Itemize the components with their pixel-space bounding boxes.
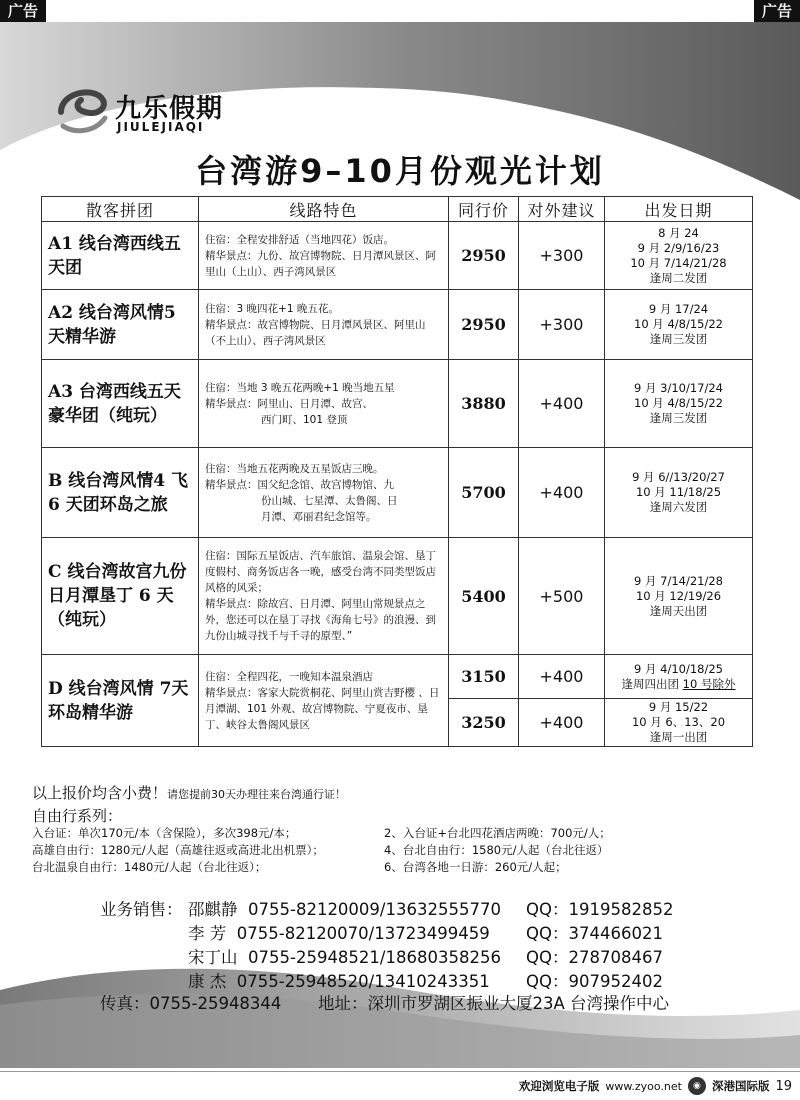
route-features — [199, 360, 449, 448]
route-price: 5400 — [449, 538, 519, 655]
list-item — [32, 842, 772, 859]
feature-line: 住宿：全程四花，一晚知本温泉酒店 — [205, 670, 373, 683]
table-header-row — [42, 197, 753, 222]
date-line: 9 月 17/24 — [648, 302, 709, 316]
route-price: 3880 — [449, 360, 519, 448]
header-suggest: 对外建议 — [519, 197, 605, 222]
feature-line: 精华景点：九份、故宫博物院、日月潭风景区、阿里山（上山）、西子湾风景区 — [205, 249, 436, 278]
contact-phone: 0755-82120009/13632555770 — [248, 900, 501, 919]
contact-name: 康 杰 — [188, 972, 227, 991]
free-item: 2、入台证+台北四花酒店两晚：700元/人； — [384, 826, 611, 840]
magazine-logo-icon: ◉ — [688, 1077, 706, 1095]
date-line: 逢周六发团 — [649, 500, 708, 514]
feature-line: 精华景点：除故宫、日月潭、阿里山常规景点之外，您还可以在垦丁寻找《海角七号》的浪漫、到九份山城寻找千与千寻的原型、” — [205, 598, 436, 642]
contact-phone: 0755-25948520/13410243351 — [236, 972, 490, 991]
contact-qq: QQ：1919582852 — [526, 900, 674, 919]
page-footer — [519, 1077, 792, 1095]
free-item: 入台证：单次170元/本（含保险），多次398元/本； — [32, 826, 297, 840]
route-dates — [605, 360, 753, 448]
route-price: 2950 — [449, 290, 519, 360]
table-row — [42, 360, 753, 448]
table-row — [42, 538, 753, 655]
contact-phone: 0755-82120070/13723499459 — [236, 924, 490, 943]
free-item: 台北温泉自由行：1480元/人起（台北往返）； — [32, 860, 267, 874]
ad-tag-left: 广告 — [0, 0, 46, 22]
route-dates — [605, 290, 753, 360]
contact-qq: QQ：907952402 — [526, 972, 663, 991]
route-features — [199, 448, 449, 538]
logo-text-cn: 九乐假期 — [115, 94, 224, 124]
free-item: 4、台北自由行：1580元/人起（台北往返） — [384, 843, 609, 857]
contact-row — [100, 946, 760, 970]
route-dates — [605, 699, 753, 747]
route-features — [199, 222, 449, 290]
route-price: 3250 — [449, 699, 519, 747]
table-row — [42, 222, 753, 290]
date-line: 10 月 6、13、20 — [631, 715, 726, 729]
list-item — [32, 859, 772, 876]
route-name: B 线台湾风情4 飞 6 天团环岛之旅 — [42, 448, 199, 538]
date-line: 逢周一出团 — [649, 730, 708, 744]
date-line: 9 月 6/​/13/20/27 — [632, 470, 725, 484]
feature-line: 住宿：3 晚四花+1 晚五花。 — [205, 302, 339, 315]
free-item: 6、台湾各地一日游：260元/人起； — [384, 860, 567, 874]
route-name: A1 线台湾西线五天团 — [42, 222, 199, 290]
footer-welcome: 欢迎浏览电子版 — [518, 1079, 600, 1093]
route-features — [199, 538, 449, 655]
feature-line: 精华景点：故宫博物院、日月潭风景区、阿里山（不上山）、西子湾风景区 — [205, 318, 426, 347]
date-line: 逢周二发团 — [649, 270, 708, 285]
note-main: 以上报价均含小费！ — [32, 784, 168, 802]
footer-url[interactable]: www.zyoo.net — [605, 1079, 682, 1093]
contact-name: 邵麒静 — [188, 900, 238, 919]
page-title: 台湾游9–10月份观光计划 — [195, 152, 605, 190]
route-table — [41, 196, 753, 747]
route-name: A2 线台湾风情5 天精华游 — [42, 290, 199, 360]
route-dates — [605, 538, 753, 655]
date-line: 逢周四出团 — [621, 676, 680, 691]
contact-qq: QQ：278708467 — [526, 948, 663, 967]
ad-tag-right: 广告 — [754, 0, 800, 22]
date-line: 10 月 7/14/21/28 — [630, 255, 727, 270]
feature-line: 精华景点：客家大院赏桐花、阿里山赏吉野樱 、日月潭湖、101 外观、故宫博物院、宁夏夜市、垦丁、峡谷太鲁阁风景区 — [205, 686, 440, 731]
date-line: 10 月 4/8/15/22 — [634, 396, 723, 410]
footer-edition: 深港国际版 — [711, 1079, 770, 1093]
route-name: A3 台湾西线五天豪华团（纯玩） — [42, 360, 199, 448]
route-suggest: +500 — [519, 538, 605, 655]
contact-row — [100, 898, 760, 922]
contact-name: 李 芳 — [188, 924, 227, 943]
route-dates — [605, 655, 753, 699]
sales-contacts — [100, 898, 760, 994]
feature-line: 住宿：当地五花两晚及五星饭店三晚。 — [205, 462, 384, 475]
contact-qq: QQ：374466021 — [526, 924, 663, 943]
page-number: 19 — [775, 1078, 792, 1094]
date-line: 9 月 7/14/21/28 — [634, 573, 723, 588]
date-line: 9 月 4/10/18/25 — [634, 661, 723, 676]
contact-name: 宋丁山 — [188, 948, 238, 967]
date-line: 9 月 15/22 — [648, 700, 709, 714]
route-dates — [605, 448, 753, 538]
feature-line: 住宿：全程安排舒适（当地四花）饭店。 — [205, 233, 394, 246]
route-suggest: +400 — [519, 655, 605, 699]
header-price: 同行价 — [449, 197, 519, 222]
table-row — [42, 290, 753, 360]
list-item — [32, 825, 772, 842]
feature-line: 月潭、邓丽君纪念馆等。 — [261, 510, 377, 523]
date-line: 逢周三发团 — [649, 332, 708, 346]
sales-label: 业务销售： — [100, 900, 183, 919]
note-small: 请您提前30天办理往来台湾通行证！ — [167, 788, 347, 801]
date-line: 逢周三发团 — [649, 411, 708, 425]
table-row — [42, 448, 753, 538]
date-line: 10 月 4/8/15/22 — [634, 317, 723, 331]
brand-logo — [55, 82, 255, 142]
contact-name-phone — [188, 898, 526, 922]
contact-phone: 0755-25948521/18680358256 — [248, 948, 501, 967]
contact-row — [100, 922, 760, 946]
fax-number: 传真：0755-25948344 — [100, 994, 282, 1013]
logo-mark-icon — [55, 82, 111, 138]
feature-line: 份山城、七星潭、太鲁阁、日 — [261, 494, 398, 507]
route-suggest: +400 — [519, 360, 605, 448]
route-suggest: +400 — [519, 699, 605, 747]
date-line: 10 月 11/18/25 — [635, 485, 722, 499]
date-line: 9 月 3/10/17/24 — [634, 381, 723, 395]
date-line: 逢周天出团 — [649, 603, 708, 618]
logo-text-en: JIULEJIAQI — [117, 120, 205, 134]
address: 地址：深圳市罗湖区振业大厦23A 台湾操作中心 — [318, 994, 670, 1013]
route-price: 2950 — [449, 222, 519, 290]
route-suggest: +300 — [519, 222, 605, 290]
free-travel-title: 自由行系列： — [32, 807, 123, 825]
feature-line: 西门町、101 登顶 — [261, 413, 348, 426]
feature-line: 精华景点：国父纪念馆、故宫博物馆、九 — [205, 478, 394, 491]
contact-name-phone — [188, 946, 526, 970]
header-dates: 出发日期 — [605, 197, 753, 222]
route-suggest: +300 — [519, 290, 605, 360]
feature-line: 住宿：国际五星饭店、汽车旅馆、温泉会馆、垦丁度假村、商务饭店各一晚，感受台湾不同类型饭店风格的风采； — [205, 550, 436, 594]
header-group: 散客拼团 — [42, 197, 199, 222]
date-line: 9 月 2/9/16/23 — [637, 240, 720, 255]
route-features — [199, 655, 449, 747]
route-features — [199, 290, 449, 360]
route-name: D 线台湾风情 7天环岛精华游 — [42, 655, 199, 747]
route-name: C 线台湾故宫九份日月潭垦丁 6 天（纯玩） — [42, 538, 199, 655]
header-features: 线路特色 — [199, 197, 449, 222]
route-price: 5700 — [449, 448, 519, 538]
route-suggest: +400 — [519, 448, 605, 538]
table-row — [42, 655, 753, 699]
route-price: 3150 — [449, 655, 519, 699]
contact-name-phone — [188, 922, 526, 946]
free-item: 高雄自由行：1280元/人起（高雄往返或高进北出机票）； — [32, 843, 324, 857]
footer-divider — [0, 1071, 800, 1072]
free-travel-list — [32, 825, 772, 876]
feature-line: 住宿：当地 3 晚五花两晚+1 晚当地五星 — [205, 381, 395, 394]
price-note — [32, 782, 346, 803]
date-line: 8 月 24 — [658, 225, 699, 240]
route-dates — [605, 222, 753, 290]
date-line-exception: 10 号除外 — [682, 676, 736, 691]
feature-line: 精华景点：阿里山、日月潭、故宫、 — [205, 397, 373, 410]
date-line: 10 月 12/19/26 — [635, 588, 722, 603]
